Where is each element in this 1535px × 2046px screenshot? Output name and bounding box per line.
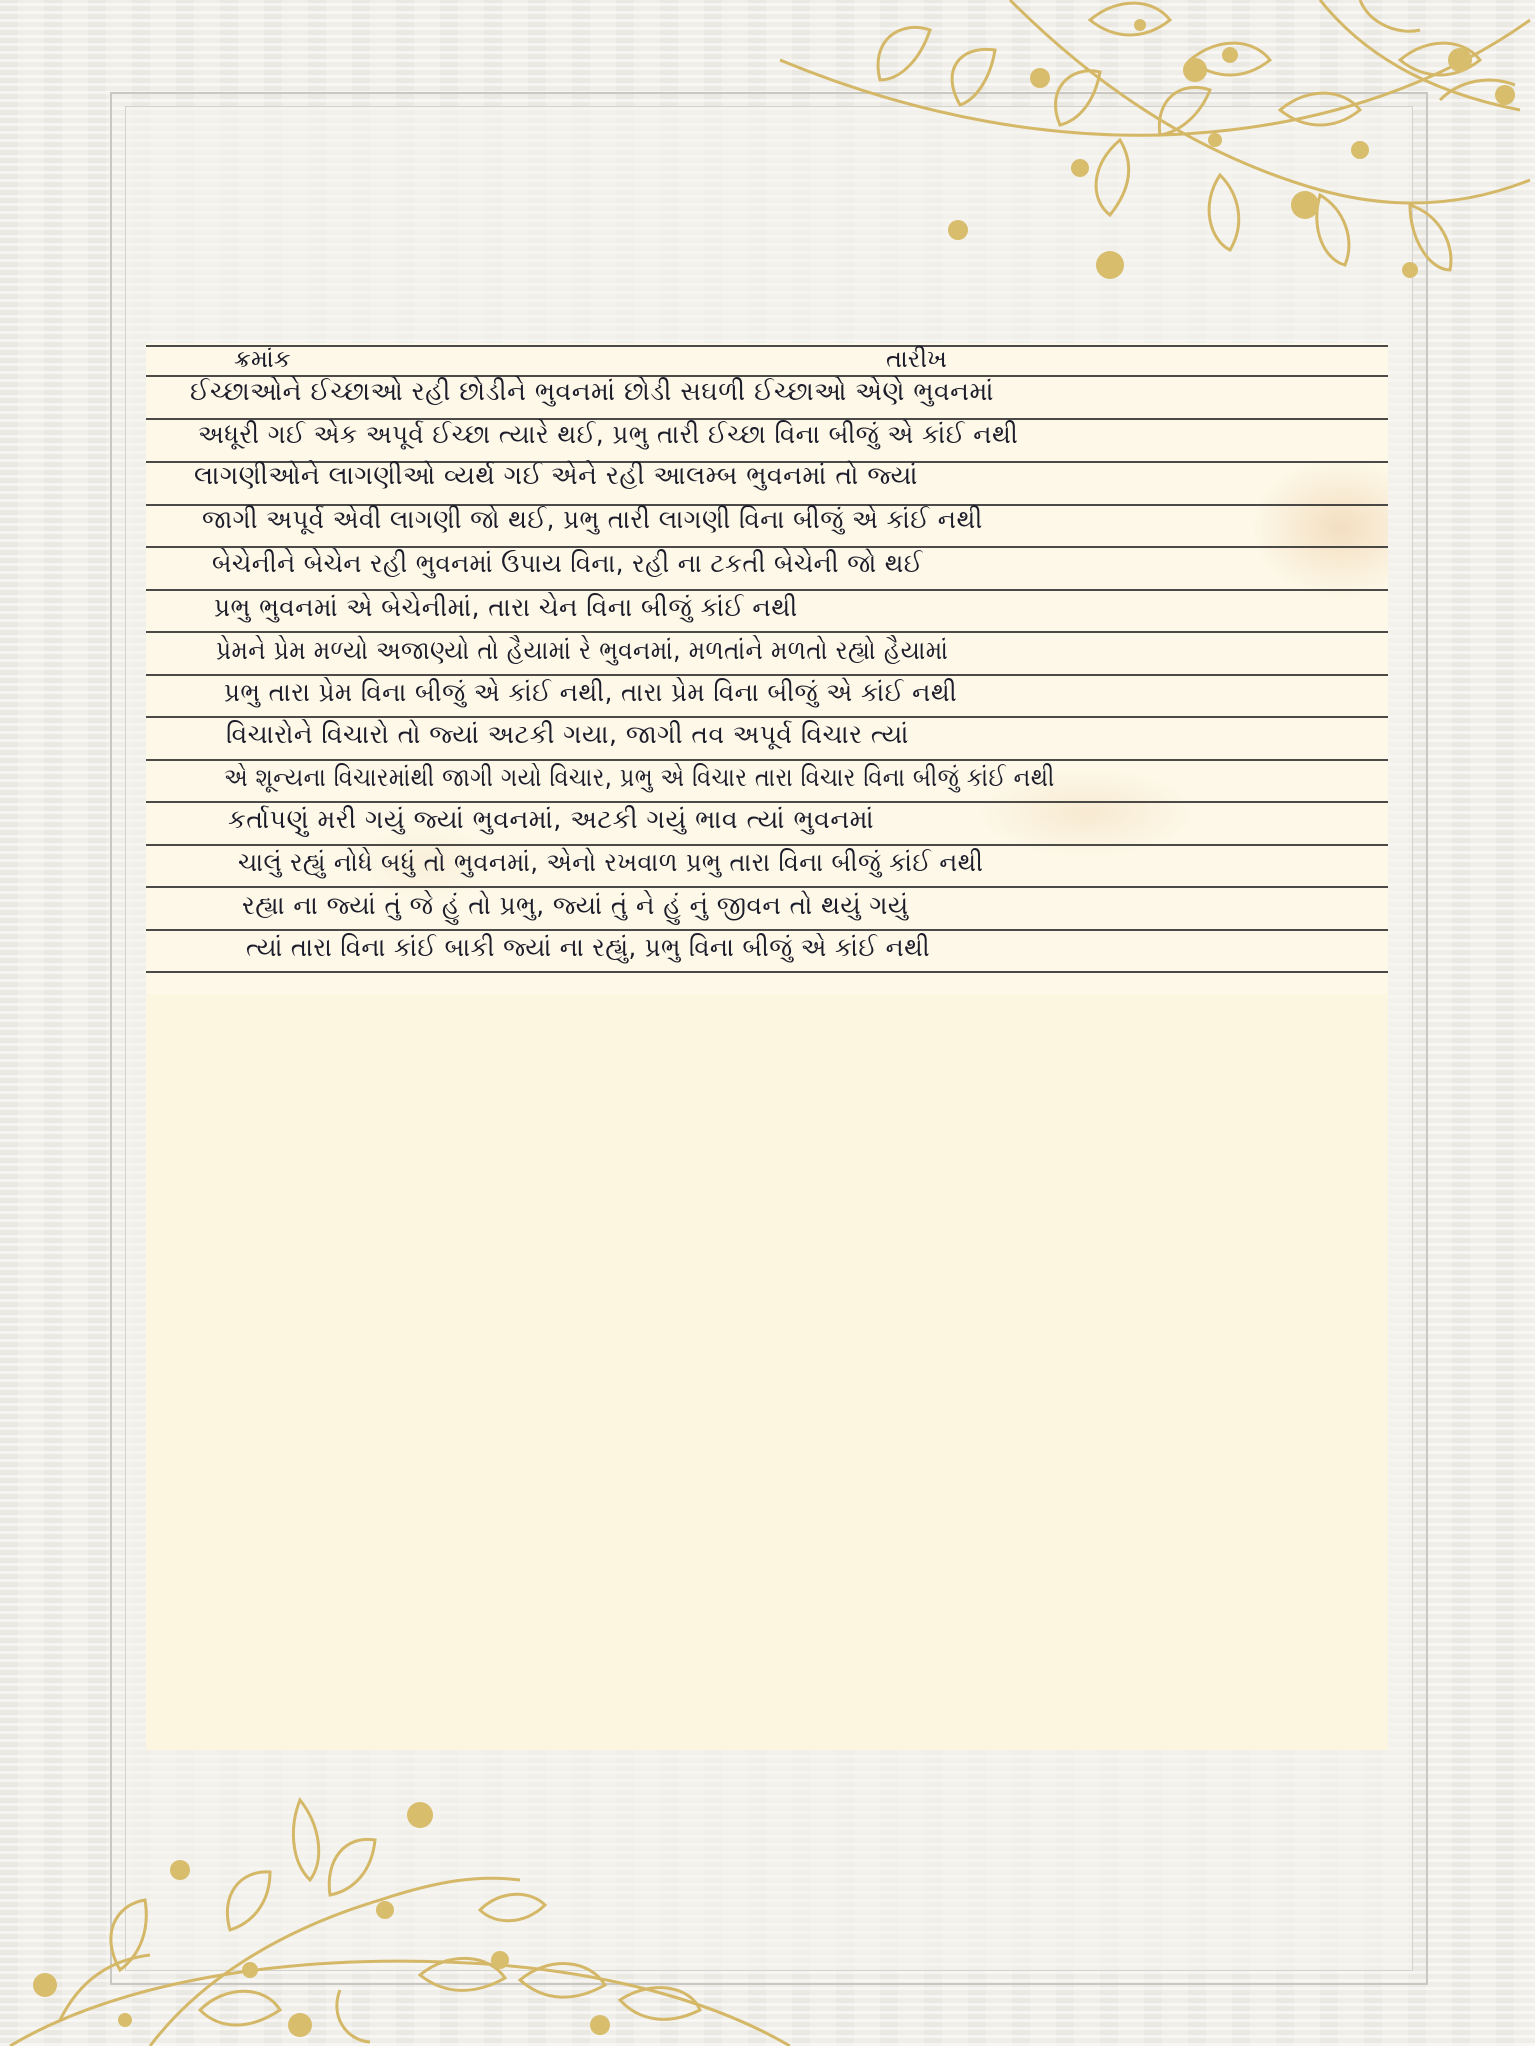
ruled-line	[146, 886, 1388, 888]
cream-panel	[146, 994, 1388, 1750]
note-line: જાગી અપૂર્વ એવી લાગણી જો થઈ, પ્રભુ તારી લાગણી વિના બીજું એ કાંઈ નથી	[202, 505, 983, 535]
note-date-label: તારીખ	[886, 345, 947, 373]
ruled-line	[146, 844, 1388, 846]
ruled-line	[146, 589, 1388, 591]
ruled-line	[146, 716, 1388, 718]
ruled-line	[146, 801, 1388, 803]
ruled-line	[146, 971, 1388, 973]
ruled-line	[146, 759, 1388, 761]
note-line: પ્રેમને પ્રેમ મળ્યો અજાણ્યો તો હૈયામાં રે ભુવનમાં, મળતાંને મળતો રહ્યો હૈયામાં	[216, 636, 949, 666]
note-line: ઈચ્છાઓને ઈચ્છાઓ રહી છોડીને ભુવનમાં છોડી સઘળી ઈચ્છાઓ એણે ભુવનમાં	[190, 377, 994, 407]
handwritten-note	[146, 343, 1388, 994]
ruled-line	[146, 929, 1388, 931]
note-line: રહ્યા ના જ્યાં તું જે હું તો પ્રભુ, જ્યાં તું ને હું નું જીવન તો થયું ગયું	[242, 891, 909, 921]
note-line: ચાલું રહ્યું નોધે બધું તો ભુવનમાં, એનો રખવાળ પ્રભુ તારા વિના બીજું કાંઈ નથી	[238, 848, 984, 878]
note-line: બેચેનીને બેચેન રહી ભુવનમાં ઉપાય વિના, રહી ના ટકતી બેચેની જો થઈ	[212, 549, 923, 579]
note-line: પ્રભુ તારા પ્રેમ વિના બીજું એ કાંઈ નથી, તારા પ્રેમ વિના બીજું એ કાંઈ નથી	[224, 678, 958, 708]
note-line: એ શૂન્યના વિચારમાંથી જાગી ગયો વિચાર, પ્રભુ એ વિચાર તારા વિચાર વિના બીજું કાંઈ નથી	[224, 763, 1055, 793]
ruled-line	[146, 345, 1388, 347]
note-line: ત્યાં તારા વિના કાંઈ બાકી જ્યાં ના રહ્યું, પ્રભુ વિના બીજું એ કાંઈ નથી	[246, 933, 931, 963]
note-line: પ્રભુ ભુવનમાં એ બેચેનીમાં, તારા ચેન વિના બીજું કાંઈ નથી	[214, 593, 798, 623]
top-right-leaf-ornament	[760, 0, 1535, 310]
note-line: વિચારોને વિચારો તો જ્યાં અટકી ગયા, જાગી તવ અપૂર્વ વિચાર ત્યાં	[226, 720, 909, 750]
ruled-line	[146, 674, 1388, 676]
note-line: કર્તાપણું મરી ગયું જ્યાં ભુવનમાં, અટકી ગયું ભાવ ત્યાં ભુવનમાં	[228, 805, 875, 835]
note-line: લાગણીઓને લાગણીઓ વ્યર્થ ગઈ એને રહી આલમ્બ ભુવનમાં તો જ્યાં	[194, 461, 918, 491]
note-number-label: ક્રમાંક	[234, 345, 291, 373]
ruled-line	[146, 631, 1388, 633]
note-line: અધૂરી ગઈ એક અપૂર્વ ઈચ્છા ત્યારે થઈ, પ્રભુ તારી ઈચ્છા વિના બીજું એ કાંઈ નથી	[198, 420, 1019, 450]
ruled-line	[146, 546, 1388, 548]
bottom-left-leaf-ornament	[0, 1780, 800, 2046]
